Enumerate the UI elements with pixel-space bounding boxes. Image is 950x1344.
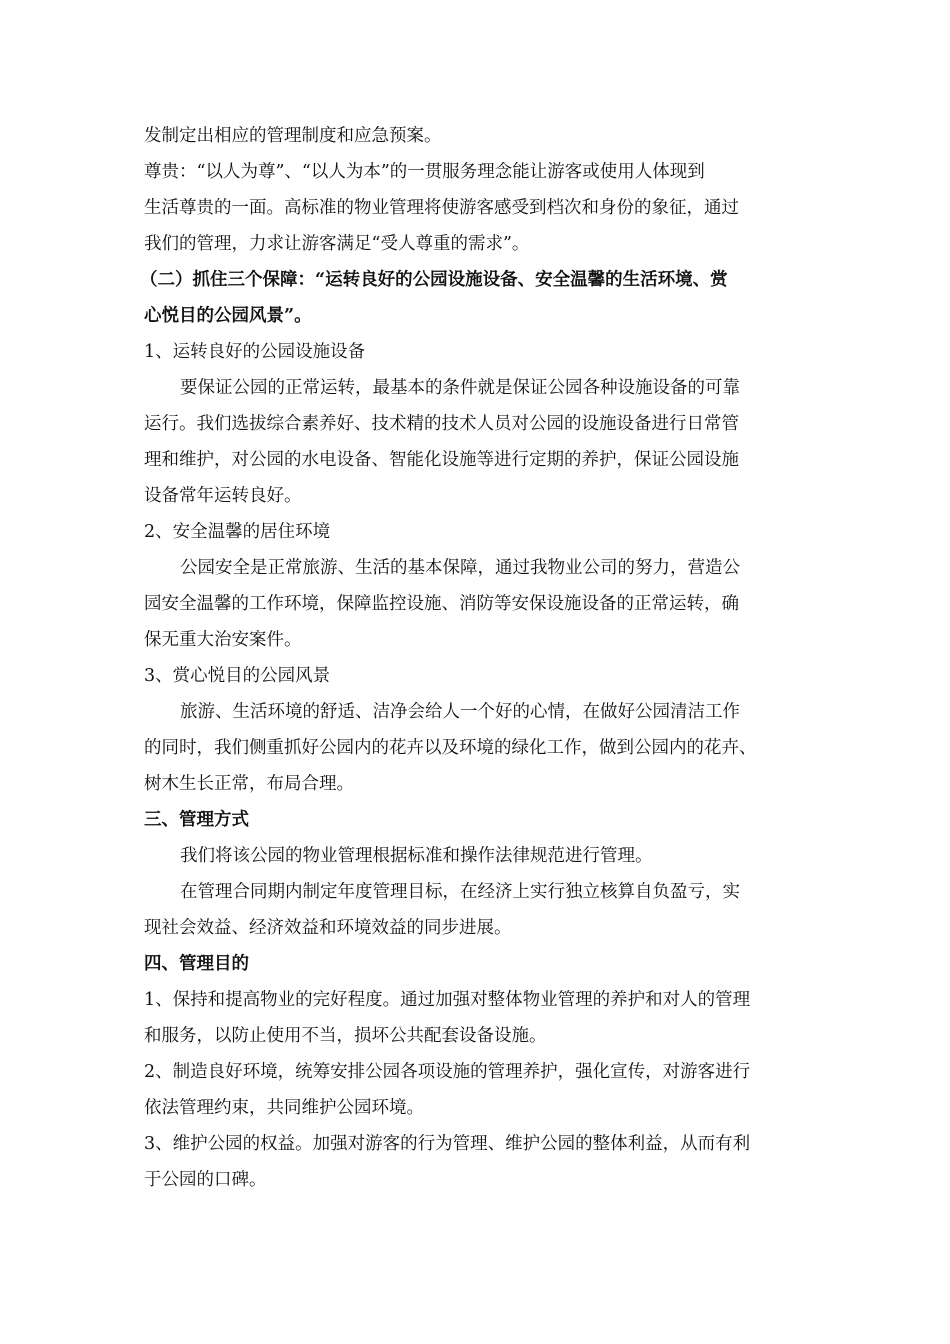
paragraph-line: 园安全温馨的工作环境，保障监控设施、消防等安保设施设备的正常运转，确 — [144, 594, 739, 614]
paragraph-line: 理和维护，对公园的水电设备、智能化设施等进行定期的养护，保证公园设施 — [144, 450, 739, 470]
paragraph-line: 发制定出相应的管理制度和应急预案。 — [144, 126, 442, 146]
paragraph-line: 生活尊贵的一面。高标准的物业管理将使游客感受到档次和身份的象征，通过 — [144, 198, 739, 218]
paragraph-line: 尊贵：“以人为尊”、“以人为本”的一贯服务理念能让游客或使用人体现到 — [144, 162, 705, 182]
subsection-title: 1、运转良好的公园设施设备 — [144, 342, 366, 362]
section-heading: 三、管理方式 — [144, 810, 249, 830]
section-heading-continued: 心悦目的公园风景”。 — [144, 306, 312, 326]
paragraph-line: 旅游、生活环境的舒适、洁净会给人一个好的心情，在做好公园清洁工作 — [180, 702, 740, 722]
section-heading: 四、管理目的 — [144, 954, 249, 974]
paragraph-line: 我们的管理，力求让游客满足“受人尊重的需求”。 — [144, 234, 530, 254]
paragraph-line: 要保证公园的正常运转，最基本的条件就是保证公园各种设施设备的可靠 — [180, 378, 740, 398]
subsection-title: 2、安全温馨的居住环境 — [144, 522, 331, 542]
paragraph-line: 树木生长正常，布局合理。 — [144, 774, 354, 794]
paragraph-line: 2、制造良好环境，统筹安排公园各项设施的管理养护，强化宣传，对游客进行 — [144, 1062, 751, 1082]
paragraph-line: 现社会效益、经济效益和环境效益的同步进展。 — [144, 918, 512, 938]
paragraph-line: 于公园的口碑。 — [144, 1170, 267, 1190]
paragraph-line: 依法管理约束，共同维护公园环境。 — [144, 1098, 424, 1118]
paragraph-line: 3、维护公园的权益。加强对游客的行为管理、维护公园的整体利益，从而有利 — [144, 1134, 751, 1154]
paragraph-line: 公园安全是正常旅游、生活的基本保障，通过我物业公司的努力，营造公 — [180, 558, 740, 578]
paragraph-line: 的同时，我们侧重抓好公园内的花卉以及环境的绿化工作，做到公园内的花卉、 — [144, 738, 757, 758]
paragraph-line: 我们将该公园的物业管理根据标准和操作法律规范进行管理。 — [180, 846, 653, 866]
paragraph-line: 1、保持和提高物业的完好程度。通过加强对整体物业管理的养护和对人的管理 — [144, 990, 751, 1010]
paragraph-line: 和服务，以防止使用不当，损坏公共配套设备设施。 — [144, 1026, 547, 1046]
section-heading: （二）抓住三个保障：“运转良好的公园设施设备、安全温馨的生活环境、赏 — [140, 270, 728, 290]
paragraph-line: 设备常年运转良好。 — [144, 486, 302, 506]
paragraph-line: 在管理合同期内制定年度管理目标，在经济上实行独立核算自负盈亏，实 — [180, 882, 740, 902]
subsection-title: 3、赏心悦目的公园风景 — [144, 666, 331, 686]
document-body — [140, 118, 824, 1198]
paragraph-line: 运行。我们选拔综合素养好、技术精的技术人员对公园的设施设备进行日常管 — [144, 414, 739, 434]
paragraph-line: 保无重大治安案件。 — [144, 630, 302, 650]
